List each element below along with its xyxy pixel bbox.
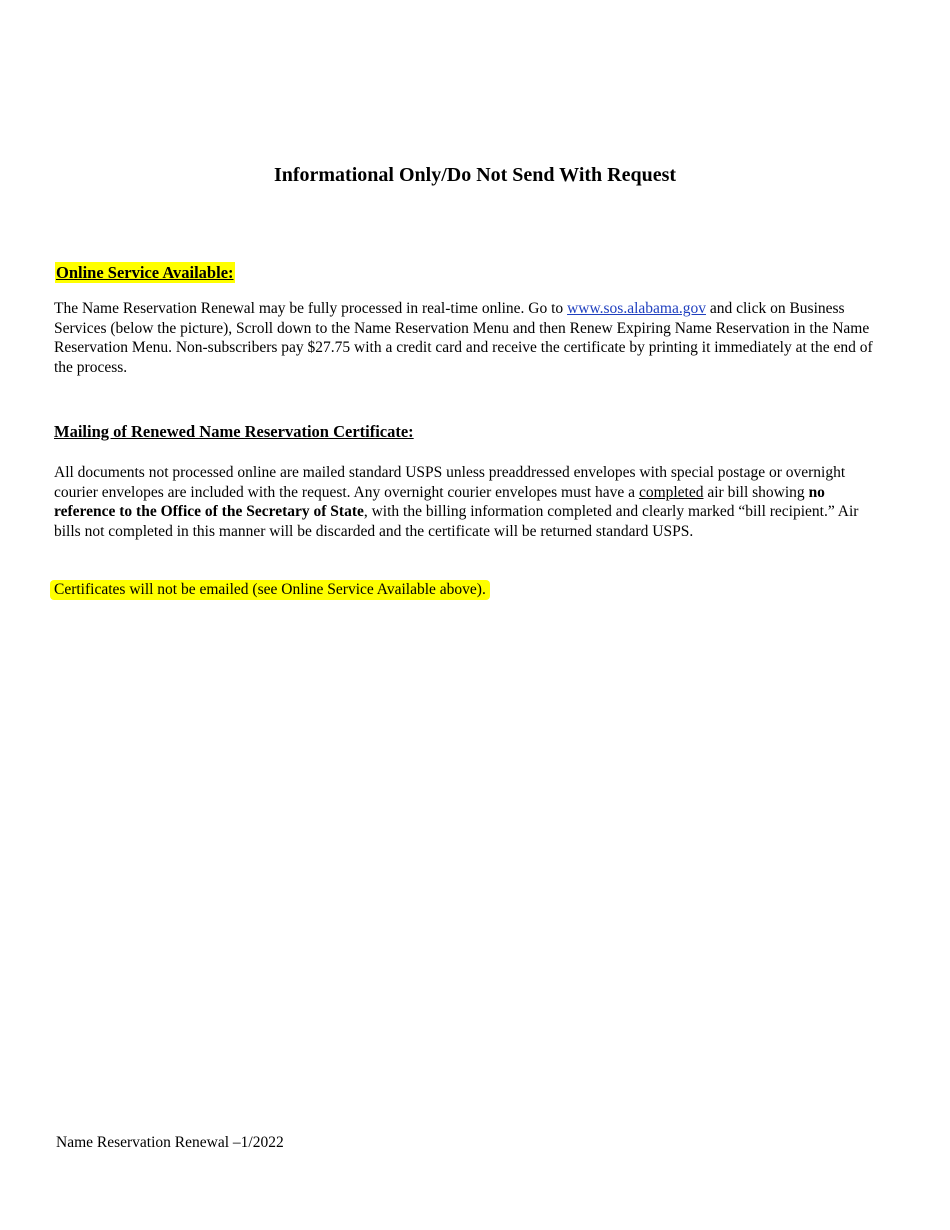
online-text-after-link: and click on Business Services (below the picture), Scroll down to the Name Reservation Menu and then Renew Expiring Name Reservation in the Name Reservation Menu. Non-subscribers pay $27.75 with a credit card and receive the certificate by printing it immediately at the end of the process. — [54, 300, 873, 376]
mailing-paragraph — [54, 463, 884, 541]
mailing-text-part3: , with the billing information completed and clearly marked “bill recipient.” Air bills not completed in this manner will be discarded and the certificate will be returned standard USPS. — [54, 503, 859, 540]
online-text-before-link: The Name Reservation Renewal may be fully processed in real-time online. Go to — [54, 300, 568, 317]
online-service-paragraph — [54, 299, 884, 377]
email-note: Certificates will not be emailed (see Online Service Available above). — [50, 580, 490, 600]
online-service-heading: Online Service Available: — [56, 263, 234, 282]
sos-website-link[interactable]: www.sos.alabama.gov — [567, 300, 706, 317]
completed-underlined-word: completed — [638, 483, 704, 501]
mailing-text-part1: All documents not processed online are mailed standard USPS unless preaddressed envelopes with special postage or overnight courier envelopes are included with the request. Any overnight courier envelopes must have a — [54, 464, 846, 501]
page-title: Informational Only/Do Not Send With Request — [273, 164, 677, 186]
mailing-heading: Mailing of Renewed Name Reservation Certificate: — [54, 422, 414, 441]
mailing-text-part2: air bill showing — [703, 483, 809, 501]
footer-form-id: Name Reservation Renewal –1/2022 — [56, 1134, 284, 1151]
no-reference-bold-text: no reference to the Office of the Secretary of State — [54, 483, 825, 521]
